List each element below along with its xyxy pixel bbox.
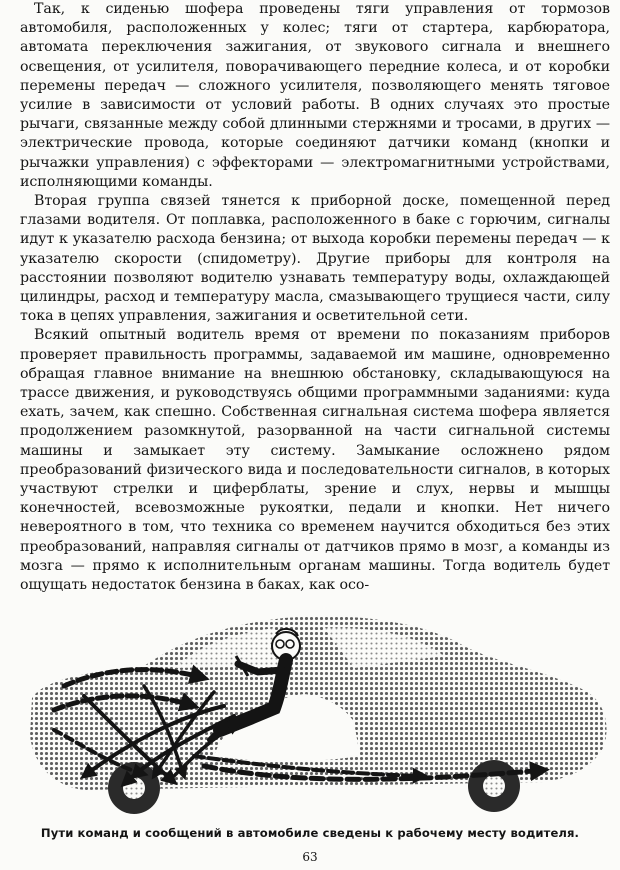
rear-wheel-hub	[483, 775, 505, 797]
page-number: 63	[302, 850, 318, 864]
car-illustration	[24, 606, 610, 820]
paragraph-2: Вторая группа связей тянется к приборной доске, помещенной перед глазами водителя. От поплавка, расположенного в баке с горючим, сигналы идут к указателю расхода бензина; от выхода коробки перемены передач — к указателю скорости (спидометру). Другие приборы для контроля на расстоянии позволяют водителю узнавать температуру воды, охлаждающей цилиндры, расход и температуру масла, смазывающего трущиеся части, силу тока в цепях управления, зажигания и осветительной сети.	[20, 193, 610, 325]
car-signal-paths-drawing	[24, 606, 610, 820]
paragraph-1: Так, к сиденью шофера проведены тяги управления от тормозов автомобиля, расположенных у колес; тяги от стартера, карбюратора, автомата переключения зажигания, от звукового сигнала и внешнего освещения, от усилителя, поворачивающего передние колеса, и от коробки перемены передач — сложного усилителя, позволяющего менять тяговое усилие в зависимости от условий работы. В одних случаях это простые рычаги, связанные между собой длинными стержнями и тросами, в других — электрические провода, которые соединяют датчики команд (кнопки и рычажки управления) с эффекторами — электромагнитными устройствами, исполняющими команды.	[20, 1, 610, 190]
paragraph-3: Всякий опытный водитель время от времени по показаниям приборов проверяет правильность программы, задаваемой им машине, одновременно обращая главное внимание на внешнюю обстановку, складывающуюся на трассе движения, и руководствуясь общими программными заданиями: куда ехать, зачем, как спешно. Собственная сигнальная система шофера является продолжением разомкнутой, разорванной на части сигнальной системы машины и замыкает эту систему. Замыкание осложнено рядом преобразований физического вида и последовательности сигналов, в которых участвуют стрелки и циферблаты, зрение и слух, нервы и мышцы конечностей, всевозможные рукоятки, педали и кнопки. Нет ничего невероятного в том, что техника со временем научится обходиться без этих преобразований, направляя сигналы от датчиков прямо в мозг, а команды из мозга — прямо к исполнительным органам машины. Тогда водитель будет ощущать недостаток бензина в баках, как осо-	[20, 327, 610, 594]
figure-caption: Пути команд и сообщений в автомобиле сведены к рабочему месту водителя.	[40, 826, 580, 840]
body-text	[20, 0, 610, 595]
